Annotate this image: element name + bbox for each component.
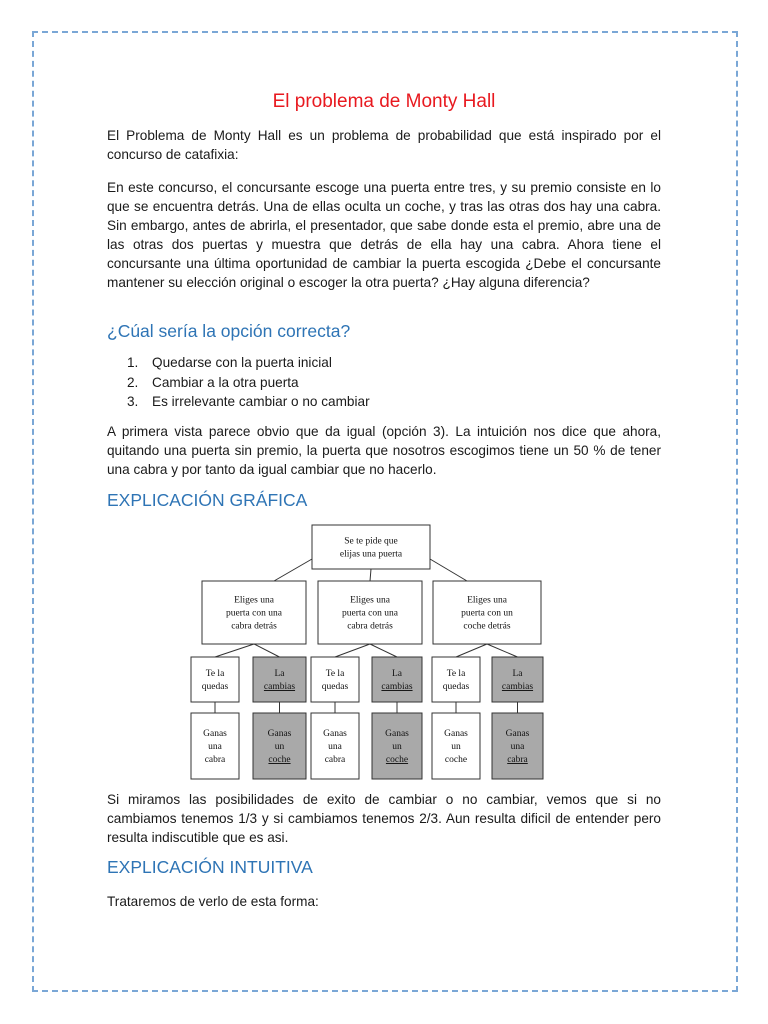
- tree-switch-box-text: cambias: [501, 682, 534, 692]
- tree-root-box: [312, 525, 430, 569]
- tree-outcome-box-text: Ganas: [323, 729, 347, 739]
- list-text: Cambiar a la otra puerta: [152, 374, 299, 390]
- tree-choice-box-text: puerta con una: [226, 608, 282, 619]
- tree-outcome-box-text: una: [328, 742, 342, 752]
- tree-root-box-text: Se te pide que: [344, 536, 398, 547]
- list-text: Quedarse con la puerta inicial: [152, 355, 332, 370]
- list-number: 3.: [127, 394, 139, 409]
- tree-switch-box: [253, 657, 306, 702]
- tree-switch-box-text: cambias: [381, 682, 413, 692]
- connector-line: [215, 644, 254, 657]
- tree-outcome-box-text: cabra: [324, 755, 346, 765]
- tree-outcome-box-text: coche: [385, 755, 409, 765]
- tree-root-box-text: elijas una puerta: [339, 549, 403, 560]
- tree-choice-box-text: Eliges una: [234, 595, 274, 606]
- connector-line: [456, 644, 487, 657]
- connector-line: [335, 644, 370, 657]
- tree-outcome-box-text: Ganas: [444, 729, 468, 739]
- tree-stay-box-text: Te la: [325, 669, 345, 679]
- tree-switch-box-text: La: [512, 669, 523, 679]
- intro-paragraph: El Problema de Monty Hall es un problema de probabilidad que está inspirado por el concurso de catafixia:: [107, 128, 661, 162]
- connector-line: [254, 644, 280, 657]
- tree-stay-box-text: Te la: [446, 669, 466, 679]
- tree-switch-box-text: cambias: [263, 682, 296, 692]
- tree-stay-box-text: quedas: [201, 682, 229, 692]
- tree-choice-box-text: puerta con un: [461, 608, 513, 619]
- tree-outcome-box-text: Ganas: [505, 729, 530, 739]
- connector-line: [274, 559, 312, 581]
- tree-outcome-box-text: un: [451, 742, 461, 752]
- connector-line: [370, 569, 371, 581]
- tree-stay-box: [191, 657, 239, 702]
- contest-paragraph: En este concurso, el concursante escoge una puerta entre tres, y su premio consiste en lo que se encuentra detrás. Una de ellas oculta un coche, y tras las otras dos hay una cabra. Sin embargo, antes de abrirla, el presentador, que sabe donde esta el premio, abre una de las otras dos puertas y muestra que detrás de ella hay una cabra. Ahora tiene el concursante una última oportunidad de cambiar la puerta escogida ¿Debe el concursante mantener su elección original o escoger la otra puerta? ¿Hay alguna diferencia?: [107, 180, 661, 290]
- tree-outcome-box-text: Ganas: [203, 729, 227, 739]
- tree-switch-box: [492, 657, 543, 702]
- tree-outcome-box-text: coche: [268, 755, 291, 765]
- document-title: El problema de Monty Hall: [272, 91, 496, 112]
- tree-outcome-box-text: coche: [444, 755, 468, 765]
- tree-switch-box-text: La: [274, 669, 285, 679]
- tree-outcome-box-text: Ganas: [267, 729, 292, 739]
- tree-outcome-box-text: cabra: [507, 755, 528, 765]
- tree-stay-box-text: quedas: [321, 682, 349, 692]
- tree-stay-box: [311, 657, 359, 702]
- closing-paragraph: Trataremos de verlo de esta forma:: [107, 894, 319, 909]
- intuitiva-heading: EXPLICACIÓN INTUITIVA: [107, 857, 313, 877]
- tree-choice-box-text: Eliges una: [467, 595, 507, 606]
- tree-switch-box: [372, 657, 422, 702]
- tree-outcome-box-text: Ganas: [385, 729, 409, 739]
- intuition-paragraph: A primera vista parece obvio que da igual (opción 3). La intuición nos dice que ahora, quitando una puerta sin premio, la puerta que nosotros escogimos tiene un 50 % de tener una cabra y por tanto da igual cambiar que no hacerlo.: [107, 424, 661, 477]
- tree-outcome-box-text: una: [208, 742, 222, 752]
- list-text: Es irrelevante cambiar o no cambiar: [152, 394, 370, 409]
- decision-tree-diagram: [190, 524, 552, 781]
- tree-stay-box-text: quedas: [442, 682, 470, 692]
- tree-switch-box-text: La: [391, 669, 403, 679]
- question-heading: ¿Cúal sería la opción correcta?: [107, 321, 351, 341]
- tree-stay-box-text: Te la: [205, 669, 225, 679]
- tree-outcome-box-text: cabra: [204, 755, 226, 765]
- tree-outcome-box-text: un: [274, 742, 285, 752]
- list-item: [127, 373, 370, 393]
- list-item: [127, 392, 370, 412]
- grafica-heading: EXPLICACIÓN GRÁFICA: [107, 490, 308, 510]
- connector-line: [487, 644, 518, 657]
- tree-choice-box-text: coche detrás: [463, 621, 511, 632]
- tree-choice-box-text: cabra detrás: [347, 621, 393, 632]
- list-number: 2.: [127, 374, 139, 390]
- connector-line: [430, 559, 467, 581]
- tree-choice-box-text: puerta con una: [342, 608, 398, 619]
- tree-stay-box: [432, 657, 480, 702]
- conclusion-paragraph: Si miramos las posibilidades de exito de cambiar o no cambiar, vemos que si no cambiamos tenemos 1/3 y si cambiamos tenemos 2/3. Aun resulta dificil de entender pero resulta indiscutible que es asi.: [107, 792, 661, 845]
- tree-choice-box-text: cabra detrás: [231, 621, 277, 632]
- tree-choice-box-text: Eliges una: [350, 595, 390, 606]
- tree-outcome-box-text: un: [392, 742, 402, 752]
- tree-outcome-box-text: una: [510, 742, 525, 752]
- connector-line: [370, 644, 397, 657]
- page-border: [32, 31, 738, 992]
- options-list: [127, 353, 370, 412]
- list-number: 1.: [127, 355, 139, 370]
- list-item: [127, 353, 370, 373]
